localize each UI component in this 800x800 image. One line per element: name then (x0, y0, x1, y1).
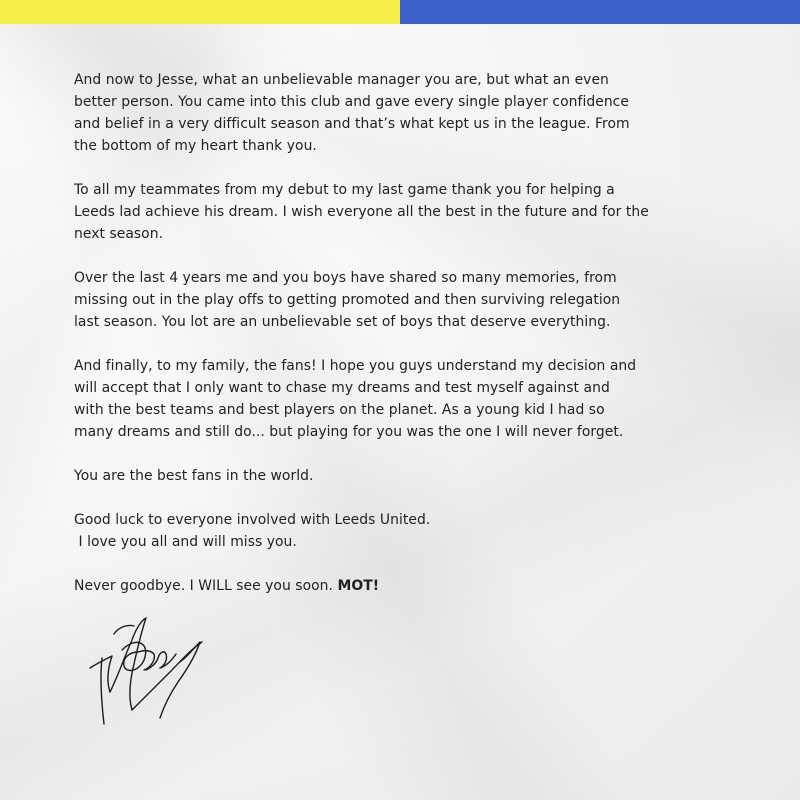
paragraph-teammates: To all my teammates from my debut to my last game thank you for helping a Leeds lad achieve his dream. I wish everyone all the best in the future and for the next season. (74, 182, 649, 242)
mot-text: MOT! (337, 578, 380, 594)
paragraph-family-fans: And finally, to my family, the fans! I hope you guys understand my decision and will accept that I only want to chase my dreams and test myself against and with the best teams and best players on the planet. As a young kid I had so many dreams and still do... but playing for you was the one I will never forget. (74, 358, 637, 440)
paragraph-good-luck: Good luck to everyone involved with Leeds United. I love you all and will miss you. (74, 512, 431, 550)
top-blue-bar (400, 0, 800, 24)
never-goodbye-text: Never goodbye. I WILL see you soon. (74, 578, 338, 594)
top-yellow-bar (0, 0, 400, 24)
letter-body (74, 69, 734, 619)
paragraph-memories: Over the last 4 years me and you boys have shared so many memories, from missing out in the play offs to getting promoted and then surviving relegation last season. You lot are an unbelievable set of boys that deserve everything. (74, 270, 621, 330)
handwritten-signature-icon (84, 606, 224, 736)
paragraph-best-fans: You are the best fans in the world. (74, 468, 314, 484)
paragraph-jesse: And now to Jesse, what an unbelievable manager you are, but what an even better person. You came into this club and gave every single player confidence and belief in a very difficult season and that’s what kept us in the league. From the bottom of my heart thank you. (74, 72, 630, 154)
paragraph-never-goodbye (74, 575, 734, 597)
